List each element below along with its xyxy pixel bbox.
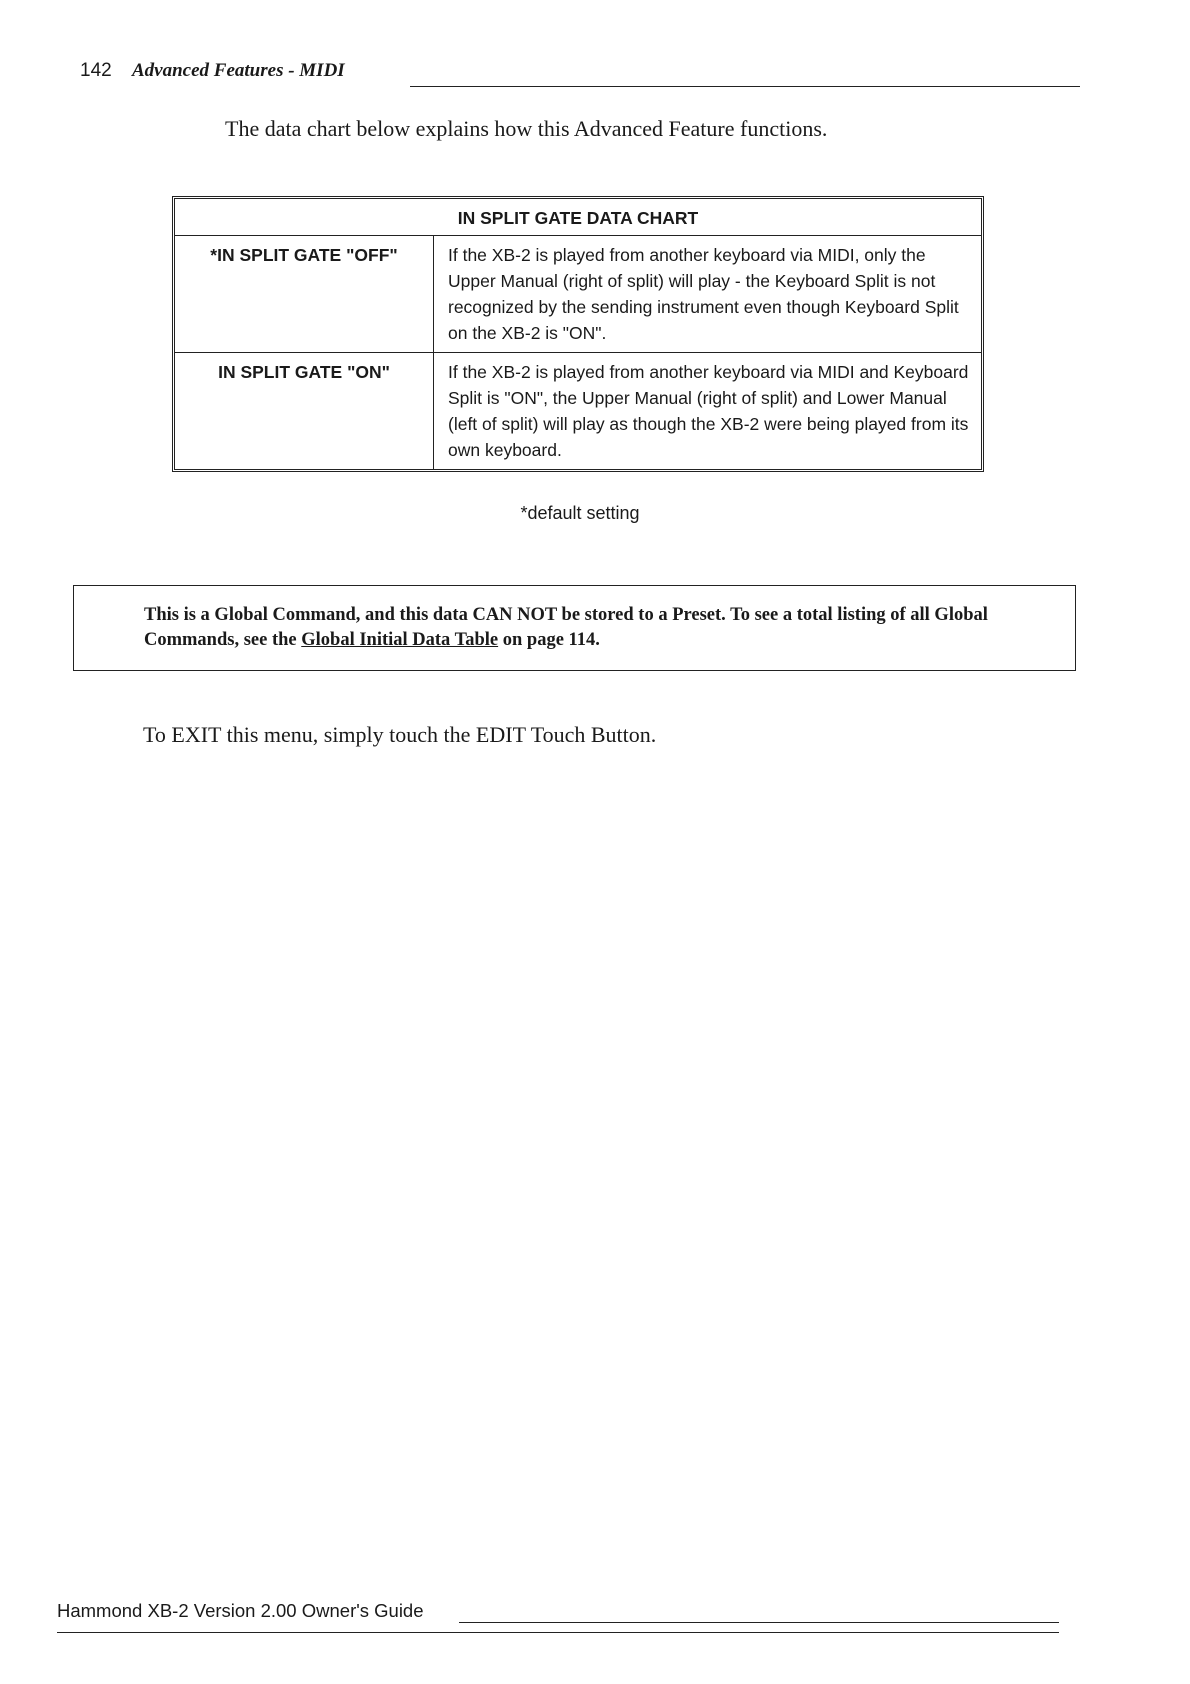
footer-rule (459, 1622, 1059, 1623)
footer-text: Hammond XB-2 Version 2.00 Owner's Guide (57, 1600, 424, 1621)
table-row (175, 353, 981, 470)
notice-text-before: This is a Global Command, and this data CAN NOT be stored to a Preset. To see a total listing of all Global Commands, see the (144, 605, 988, 650)
default-setting-footnote: *default setting (520, 503, 640, 523)
chart-title-row (175, 199, 981, 236)
page-number: 142 (80, 60, 112, 81)
section-title: Advanced Features - MIDI (132, 60, 345, 81)
exit-instruction: To EXIT this menu, simply touch the EDIT Touch Button. (143, 722, 657, 747)
notice-text-after: on page 114. (498, 630, 600, 650)
setting-on-description: If the XB-2 is played from another keyboard via MIDI and Keyboard Split is "ON", the Upper Manual (right of split) and Lower Manual (left of split) will play as though the XB-2 were being played from its own keyboard. (434, 353, 982, 470)
setting-off-label: *IN SPLIT GATE "OFF" (175, 236, 434, 353)
notice-text (144, 603, 1049, 653)
data-chart (172, 196, 984, 472)
page-footer (57, 1600, 1059, 1640)
intro-text: The data chart below explains how this Advanced Feature functions. (225, 116, 828, 141)
global-command-notice (73, 585, 1076, 671)
setting-on-label: IN SPLIT GATE "ON" (175, 353, 434, 470)
chart-title: IN SPLIT GATE DATA CHART (175, 199, 981, 236)
footer-rule-lower (57, 1632, 1059, 1633)
setting-off-description: If the XB-2 is played from another keyboard via MIDI, only the Upper Manual (right of split) will play - the Keyboard Split is not recognized by the sending instrument even though Keyboard Split on the XB-2 is "ON". (434, 236, 982, 353)
page-header (80, 58, 1080, 88)
header-rule (410, 86, 1080, 87)
table-row (175, 236, 981, 353)
data-chart-table (175, 199, 981, 469)
global-initial-data-table-link[interactable]: Global Initial Data Table (301, 630, 499, 650)
